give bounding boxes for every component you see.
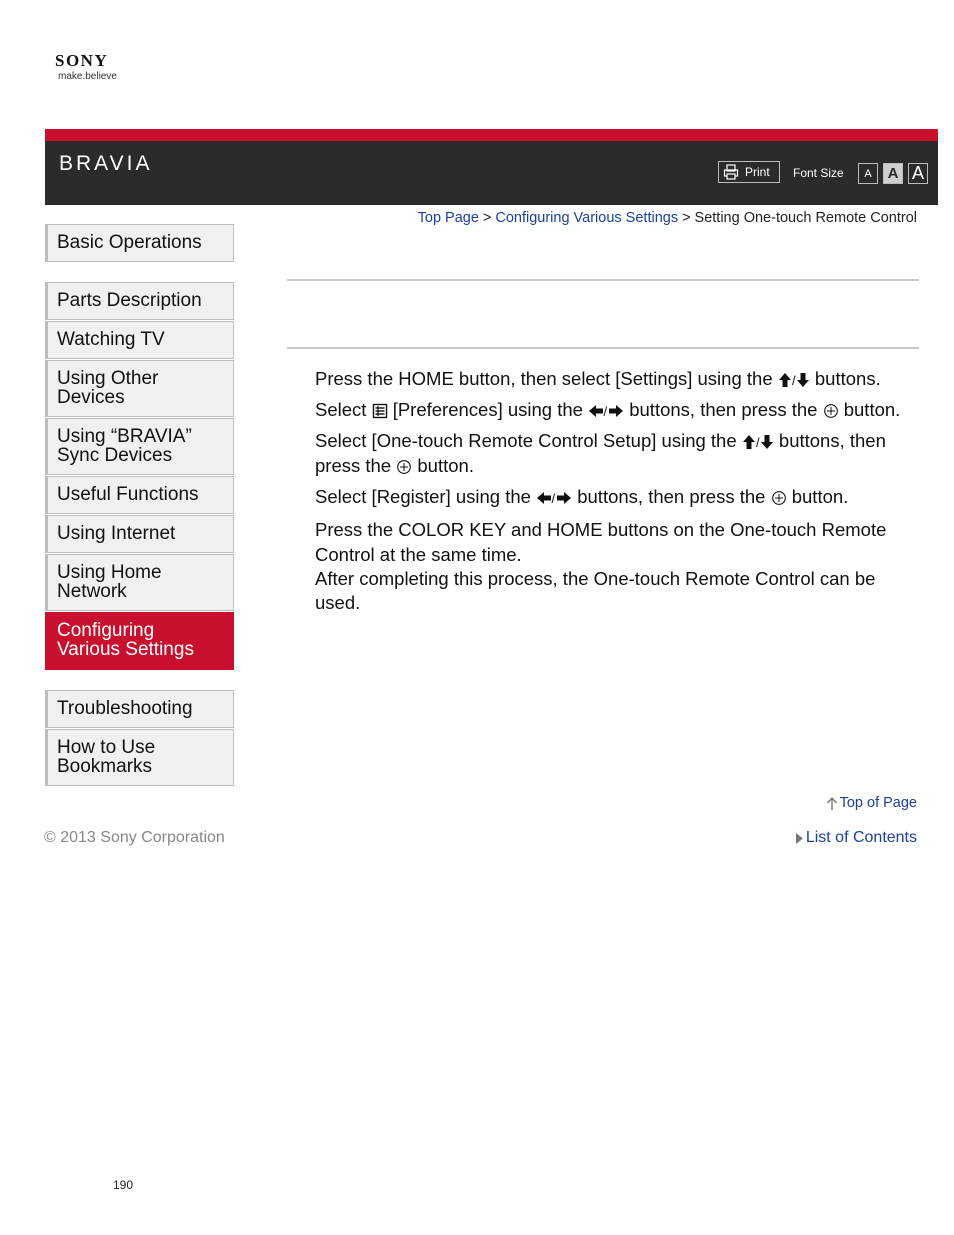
svg-text:/: / bbox=[603, 404, 608, 419]
svg-text:/: / bbox=[551, 491, 556, 506]
sidebar-item-parts-description[interactable] bbox=[45, 282, 234, 320]
header-bar bbox=[45, 129, 938, 205]
font-size-label: Font Size bbox=[793, 166, 844, 180]
sidebar-item-useful-functions[interactable] bbox=[45, 476, 234, 514]
sony-logo bbox=[55, 52, 117, 82]
font-size-medium-button[interactable]: A bbox=[883, 163, 903, 184]
font-size-small-button[interactable]: A bbox=[858, 163, 878, 184]
sidebar-item-using-other-devices[interactable] bbox=[45, 360, 234, 417]
step-text: button. bbox=[786, 486, 849, 507]
triangle-right-icon bbox=[796, 833, 803, 844]
sidebar-item-label: Parts Description bbox=[57, 290, 202, 311]
font-size-large-button[interactable]: A bbox=[908, 163, 928, 184]
breadcrumb-separator: > bbox=[682, 210, 691, 226]
step-text: Select [One-touch Remote Control Setup] using the bbox=[315, 430, 742, 451]
sidebar-item-label: Troubleshooting bbox=[57, 698, 193, 719]
sidebar-item-label: Configuring Various Settings bbox=[57, 620, 194, 660]
breadcrumb-current: Setting One-touch Remote Control bbox=[694, 210, 917, 226]
sidebar-item-using-internet[interactable] bbox=[45, 515, 234, 553]
step-text: Press the COLOR KEY and HOME buttons on the One-touch Remote Control at the same time. bbox=[315, 519, 887, 565]
breadcrumb-separator: > bbox=[482, 210, 492, 226]
breadcrumb-link-configuring[interactable]: Configuring Various Settings bbox=[495, 210, 679, 226]
enter-circle-icon bbox=[396, 459, 412, 475]
breadcrumb bbox=[418, 210, 917, 226]
up-down-arrows-icon bbox=[778, 372, 810, 388]
print-label: Print bbox=[745, 165, 770, 179]
title-divider-top bbox=[287, 279, 919, 281]
step-text: Press the HOME button, then select [Settings] using the bbox=[315, 368, 778, 389]
left-right-arrows-icon bbox=[536, 490, 572, 506]
preferences-icon bbox=[372, 403, 388, 419]
step-2 bbox=[315, 397, 920, 422]
step-5-result bbox=[315, 567, 920, 615]
left-right-arrows-icon bbox=[588, 403, 624, 419]
sidebar-item-label: Using Home Network bbox=[57, 562, 162, 602]
step-text: [Preferences] using the bbox=[387, 399, 589, 420]
sidebar-item-how-to-use-bookmarks[interactable] bbox=[45, 729, 234, 786]
step-1 bbox=[315, 366, 920, 391]
step-text: button. bbox=[412, 455, 474, 476]
enter-circle-icon bbox=[771, 490, 787, 506]
copyright: © 2013 Sony Corporation bbox=[44, 829, 225, 846]
breadcrumb-link-top-page[interactable]: Top Page bbox=[417, 210, 479, 226]
step-5 bbox=[315, 517, 920, 567]
sidebar-item-label: Using “BRAVIA” Sync Devices bbox=[57, 426, 192, 466]
sidebar-item-label: Basic Operations bbox=[57, 232, 202, 253]
top-of-page-label: Top of Page bbox=[839, 795, 917, 811]
title-divider-bottom bbox=[287, 347, 919, 349]
sidebar-item-basic-operations[interactable] bbox=[45, 224, 234, 262]
arrow-up-icon bbox=[826, 796, 838, 810]
step-text: buttons, then press the bbox=[624, 399, 823, 420]
page-number: 190 bbox=[113, 1178, 134, 1192]
list-of-contents-label: List of Contents bbox=[805, 829, 917, 846]
step-3 bbox=[315, 428, 920, 478]
step-text: Select bbox=[315, 399, 372, 420]
step-text: buttons, then press the bbox=[315, 430, 886, 476]
step-4 bbox=[315, 484, 920, 509]
sidebar-item-configuring-various-settings[interactable] bbox=[45, 612, 234, 670]
sidebar-item-bravia-sync-devices[interactable] bbox=[45, 418, 234, 475]
sidebar-item-label: Watching TV bbox=[57, 329, 165, 350]
sidebar-item-using-home-network[interactable] bbox=[45, 554, 234, 611]
list-of-contents-link[interactable] bbox=[796, 829, 917, 847]
print-button[interactable] bbox=[718, 161, 780, 183]
up-down-arrows-icon bbox=[742, 434, 774, 450]
enter-circle-icon bbox=[823, 403, 839, 419]
header-red-stripe bbox=[45, 129, 938, 141]
bravia-logo: BRAVIA bbox=[59, 152, 153, 175]
sidebar-item-label: How to Use Bookmarks bbox=[57, 737, 156, 777]
svg-text:/: / bbox=[791, 373, 796, 388]
step-text: buttons, then press the bbox=[572, 486, 771, 507]
sidebar-item-label: Using Other Devices bbox=[57, 368, 159, 408]
sony-tagline: make.believe bbox=[58, 71, 117, 82]
main-content bbox=[315, 366, 920, 615]
sidebar-item-watching-tv[interactable] bbox=[45, 321, 234, 359]
printer-icon bbox=[723, 164, 739, 180]
sidebar-item-label: Using Internet bbox=[57, 523, 176, 544]
svg-text:/: / bbox=[755, 435, 760, 450]
sidebar-item-troubleshooting[interactable] bbox=[45, 690, 234, 728]
sony-wordmark: SONY bbox=[55, 51, 109, 70]
step-text: After completing this process, the One-touch Remote Control can be used. bbox=[315, 568, 876, 613]
sidebar-item-label: Useful Functions bbox=[57, 484, 199, 505]
step-text: button. bbox=[838, 399, 901, 420]
step-text: buttons. bbox=[809, 368, 881, 389]
step-text: Select [Register] using the bbox=[315, 486, 537, 507]
top-of-page-link[interactable] bbox=[826, 795, 917, 811]
